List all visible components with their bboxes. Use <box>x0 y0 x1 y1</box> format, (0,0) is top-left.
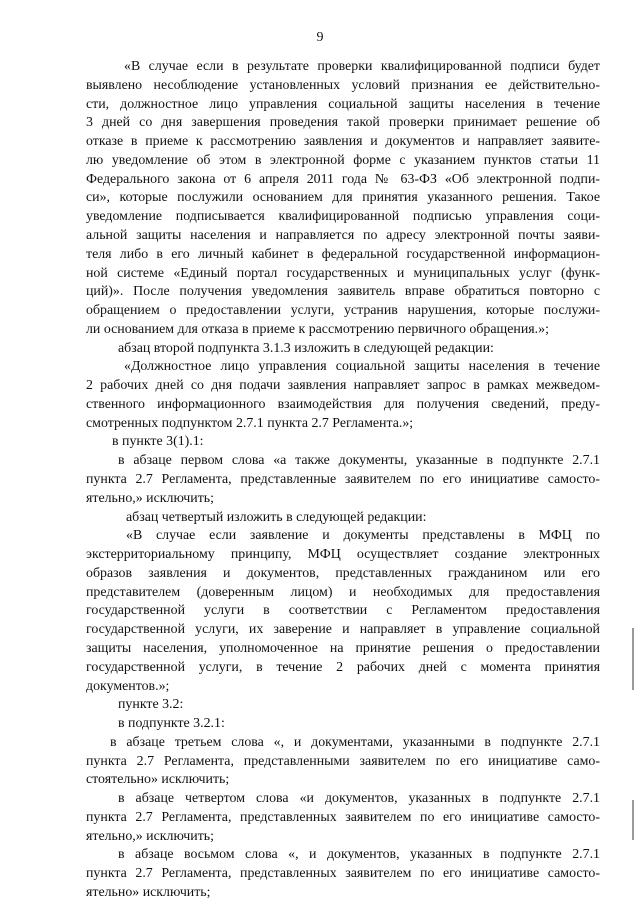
text-line: «В случае если заявление и документы представлены в МФЦ по <box>126 528 600 544</box>
text-line: си», которые послужили основанием для принятия указанного решения. Такое <box>86 190 600 206</box>
text-line: ятельно,» исключить; <box>86 490 214 506</box>
text-line: «В случае если в результате проверки квалифицированной подписи будет <box>124 59 600 74</box>
text-line: экстерриториальному принципу, МФЦ осуществляет создание электронных <box>86 547 600 563</box>
text-line: «Должностное лицо управления социальной защиты населения в течение <box>124 359 600 375</box>
text-line: стоятельно» исключить; <box>86 772 230 788</box>
text-line: ственного информационного взаимодействия для получения сведений, преду- <box>86 396 600 412</box>
text-line: пункта 2.7 Регламента, представленных заявителем по его инициативе самосто- <box>86 866 600 882</box>
text-line: государственной услуги, в течение 2 рабочих дней с момента принятия <box>86 659 600 675</box>
text-line: представителем (доверенным лицом) и необходимых для предоставления <box>86 584 600 600</box>
text-line: ной системе «Единый портал государственных и муниципальных услуг (функ- <box>86 265 600 281</box>
text-line: ли основанием для отказа в приеме к рассмотрению первичного обращения.»; <box>86 321 549 337</box>
text-line: выявлено несоблюдение установленных условий признания ее действительно- <box>86 77 600 93</box>
text-line: теля либо в его личный кабинет в федеральной государственной информацион- <box>86 246 600 262</box>
scan-edge-mark <box>632 628 634 690</box>
text-line: в пункте 3(1).1: <box>112 434 204 450</box>
text-line: абзац четвертый изложить в следующей редакции: <box>126 509 427 525</box>
text-line: в подпункте 3.2.1: <box>118 716 225 732</box>
text-line: 2 рабочих дней со дня подачи заявления направляет запрос в рамках межведом- <box>86 378 600 394</box>
text-line: абзац второй подпункта 3.1.3 изложить в следующей редакции: <box>118 340 494 356</box>
text-line: защиты населения, уполномоченное на принятие решения о предоставлении <box>86 640 600 656</box>
text-line: Федерального закона от 6 апреля 2011 года № 63-ФЗ «Об электронной подпи- <box>86 171 600 187</box>
text-line: ятельно» исключить; <box>86 885 211 900</box>
text-line: в абзаце восьмом слова «, и документов, указанных в подпункте 2.7.1 <box>118 847 600 863</box>
text-line: документов.»; <box>86 678 170 694</box>
text-line: смотренных подпунктом 2.7.1 пункта 2.7 Регламента.»; <box>86 415 414 431</box>
text-line: в абзаце третьем слова «, и документами, указанными в подпункте 2.7.1 <box>110 734 600 750</box>
text-line: государственной услуги, их заверение и направляет в управление социальной <box>86 622 600 638</box>
text-line: в абзаце первом слова «а также документы, указанные в подпункте 2.7.1 <box>118 453 600 469</box>
text-line: образов заявления и документов, представленных гражданином или его <box>86 565 600 581</box>
text-line: в абзаце четвертом слова «и документов, указанных в подпункте 2.7.1 <box>118 791 600 807</box>
text-line: сти, должностное лицо управления социальной защиты населения в течение <box>86 96 600 112</box>
text-line: 3 дней со дня завершения проведения такой проверки принимает решение об <box>86 115 600 131</box>
text-line: пункта 2.7 Регламента, представленные заявителем по его инициативе самосто- <box>86 472 600 487</box>
scan-edge-mark <box>632 800 634 840</box>
text-line: пункта 2.7 Регламента, представленными заявителем по его инициативе само- <box>86 753 600 769</box>
text-line: ций)». После получения уведомления заявитель вправе обратиться повторно с <box>86 284 600 300</box>
text-line: ятельно,» исключить; <box>86 828 214 844</box>
text-line: пункта 2.7 Регламента, представленных заявителем по его инициативе самосто- <box>86 809 600 825</box>
text-line: государственной услуги в соответствии с Регламентом предоставления <box>86 603 600 619</box>
text-line: альной защиты населения и направляется по адресу электронной почты заяви- <box>86 227 600 243</box>
text-line: пункте 3.2: <box>118 697 184 713</box>
text-line: обращением о предоставлении услуги, устранив нарушения, которые послужи- <box>86 303 600 319</box>
text-line: отказе в приеме к рассмотрению заявления и документов и направляет заявите- <box>86 134 600 150</box>
page-number: 9 <box>316 30 324 45</box>
text-line: лю уведомление об этом в электронной форме с указанием пунктов статьи 11 <box>86 152 600 168</box>
text-line: уведомление подписывается квалифицированной подписью управления соци- <box>86 209 600 225</box>
